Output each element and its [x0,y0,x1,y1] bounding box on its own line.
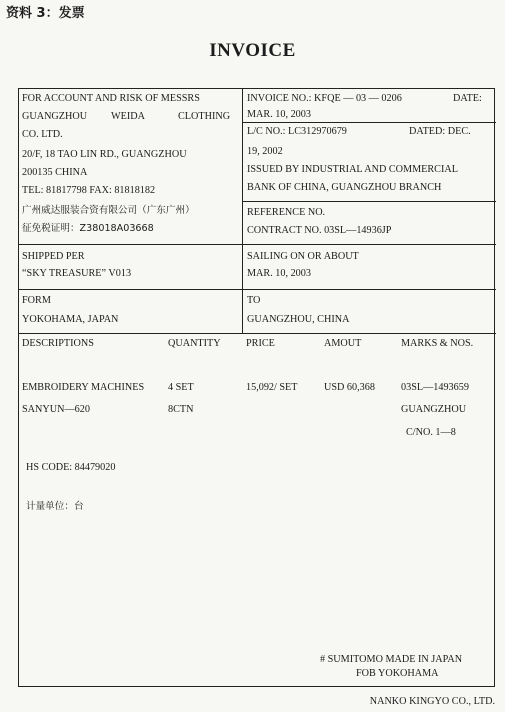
item-mark-3: C/NO. 1—8 [406,427,456,438]
divider-vertical [242,89,243,333]
sailing-label: SAILING ON OR ABOUT [247,251,359,262]
item-description: EMBROIDERY MACHINES [22,382,145,393]
col-price: PRICE [246,338,275,349]
lc-issuer-line-2: BANK OF CHINA, GUANGZHOU BRANCH [247,182,442,193]
item-amount: USD 60,368 [324,382,375,393]
item-model: SANYUN—620 [22,404,90,415]
invoice-date-label: DATE: [453,93,482,104]
buyer-line-8: 征免税证明：Z38018A03668 [22,223,154,234]
invoice-date: MAR. 10, 2003 [247,109,311,120]
shipped-per-label: SHIPPED PER [22,251,85,262]
reference-label: REFERENCE NO. [247,207,326,218]
buyer-line-7: 广州威达服装合资有限公司（广东广州） [22,205,195,216]
divider-header-bottom [19,244,496,245]
buyer-line-6: TEL: 81817798 FAX: 81818182 [22,185,156,196]
item-mark-2: GUANGZHOU [401,404,467,415]
col-descriptions: DESCRIPTIONS [22,338,94,349]
invoice-number: INVOICE NO.: KFQE — 03 — 0206 [247,93,402,104]
divider-route-bottom [19,333,496,334]
item-price: 15,092/ SET [246,382,298,393]
item-mark-1: 03SL—1493659 [401,382,469,393]
lc-issuer-line-1: ISSUED BY INDUSTRIAL AND COMMERCIAL [247,164,458,175]
buyer-line-2c: CLOTHING [178,111,231,122]
buyer-line-4: 20/F, 18 TAO LIN RD., GUANGZHOU [22,149,187,160]
document-heading: 资料 3：发票 [6,6,85,21]
invoice-title: INVOICE [209,40,296,61]
col-marks: MARKS & NOS. [401,338,474,349]
unit-note: 计量单位：台 [26,501,84,512]
buyer-line-3: CO. LTD. [22,129,63,140]
col-quantity: QUANTITY [168,338,221,349]
lc-number: L/C NO.: LC312970679 [247,126,347,137]
sailing-date: MAR. 10, 2003 [247,268,311,279]
issuer-name: NANKO KINGYO CO., LTD. [369,696,495,707]
col-amount: AMOUT [324,338,362,349]
item-quantity: 4 SET [168,382,194,393]
buyer-line-5: 200135 CHINA [22,167,88,178]
contract-number: CONTRACT NO. 03SL—14936JP [247,225,392,236]
to-port: GUANGZHOU, CHINA [247,314,350,325]
buyer-line-1: FOR ACCOUNT AND RISK OF MESSRS [22,93,200,104]
from-label: FORM [22,295,51,306]
divider-shipping-bottom [19,289,496,290]
lc-date: 19, 2002 [247,146,283,157]
to-label: TO [247,295,261,306]
terms-line: FOB YOKOHAMA [356,668,439,679]
hs-code: HS CODE: 84479020 [26,462,116,473]
item-packages: 8CTN [168,404,194,415]
buyer-line-2a: GUANGZHOU [22,111,88,122]
origin-line: # SUMITOMO MADE IN JAPAN [320,654,463,665]
divider-right-1 [242,122,496,123]
buyer-line-2b: WEIDA [111,111,145,122]
lc-dated-label: DATED: DEC. [409,126,471,137]
divider-right-2 [242,201,496,202]
from-port: YOKOHAMA, JAPAN [22,314,119,325]
vessel-name: “SKY TREASURE” V013 [22,268,132,279]
